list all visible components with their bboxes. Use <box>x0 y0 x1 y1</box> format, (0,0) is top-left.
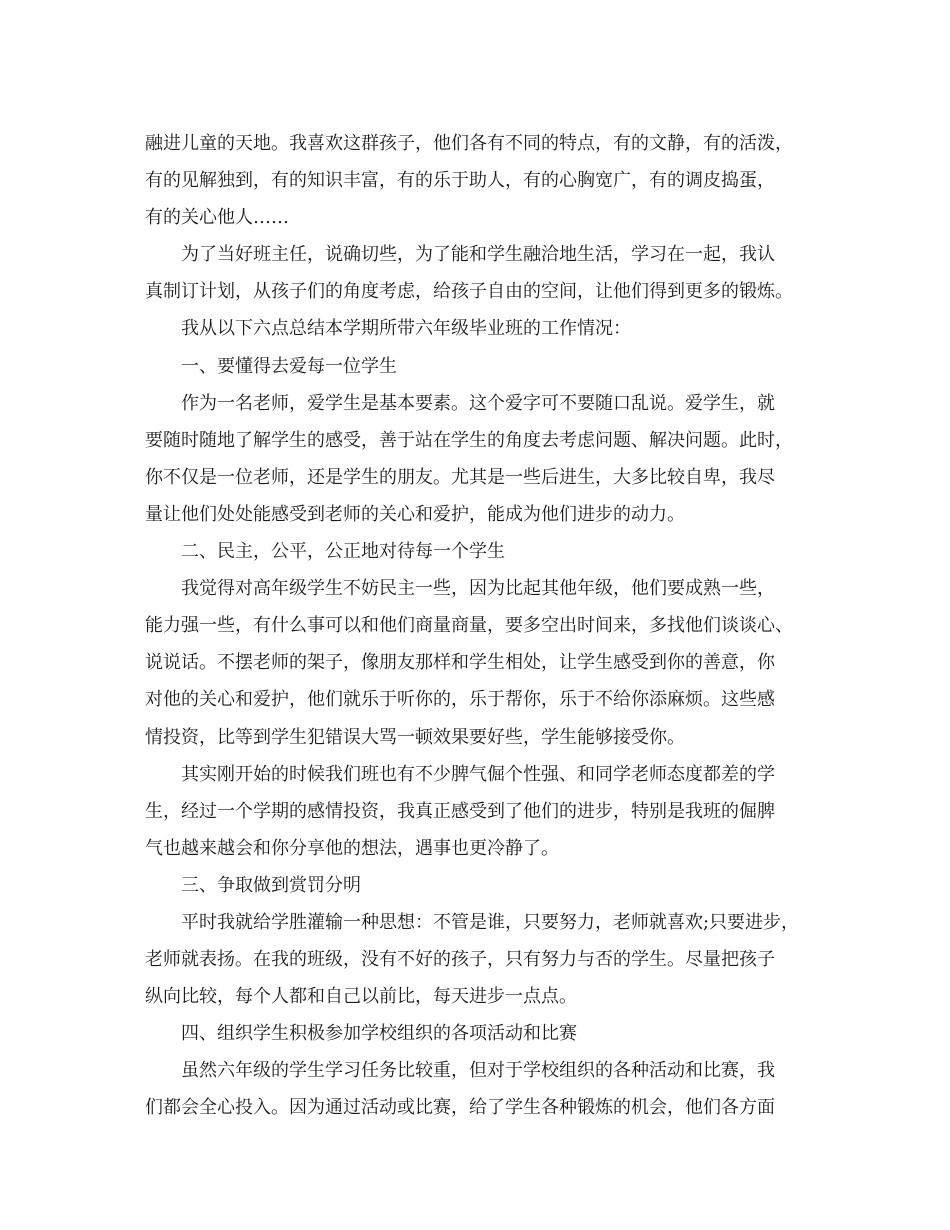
section-heading: 四、组织学生积极参加学校组织的各项活动和比赛 <box>181 1023 577 1045</box>
section-heading: 一、要懂得去爱每一位学生 <box>181 355 397 377</box>
section-heading: 二、民主，公平，公正地对待每一个学生 <box>181 541 505 563</box>
text-line: 老师就表扬。在我的班级，没有不好的孩子，只有努力与否的学生。尽量把孩子 <box>145 949 775 971</box>
text-line: 要随时随地了解学生的感受，善于站在学生的角度去考虑问题、解决问题。此时， <box>145 429 793 451</box>
text-line: 情投资，比等到学生犯错误大骂一顿效果要好些，学生能够接受你。 <box>145 726 685 748</box>
text-line: 对他的关心和爱护，他们就乐于听你的，乐于帮你，乐于不给你添麻烦。这些感 <box>145 689 775 711</box>
paragraph-start-line: 我觉得对高年级学生不妨民主一些，因为比起其他年级，他们要成熟一些， <box>181 578 775 600</box>
paragraph-start-line: 作为一名老师，爱学生是基本要素。这个爱字可不要随口乱说。爱学生，就 <box>181 392 775 414</box>
paragraph-start-line: 为了当好班主任，说确切些，为了能和学生融洽地生活，学习在一起，我认 <box>181 244 775 266</box>
text-line: 们都会全心投入。因为通过活动或比赛，给了学生各种锻炼的机会，他们各方面 <box>145 1097 775 1119</box>
paragraph-start-line: 其实刚开始的时候我们班也有不少脾气倔个性强、和同学老师态度都差的学 <box>181 763 775 785</box>
text-line: 纵向比较，每个人都和自己以前比，每天进步一点点。 <box>145 986 577 1008</box>
text-line: 说说话。不摆老师的架子，像朋友那样和学生相处，让学生感受到你的善意，你 <box>145 652 775 674</box>
text-line: 气也越来越会和你分享他的想法，遇事也更冷静了。 <box>145 837 559 859</box>
text-line: 融进儿童的天地。我喜欢这群孩子，他们各有不同的特点，有的文静，有的活泼， <box>145 133 793 154</box>
body-text <box>145 125 805 1127</box>
text-line: 有的见解独到，有的知识丰富，有的乐于助人，有的心胸宽广，有的调皮捣蛋， <box>145 170 775 192</box>
paragraph-start-line: 平时我就给学胜灌输一种思想：不管是谁，只要努力，老师就喜欢;只要进步， <box>181 911 800 933</box>
text-line: 生，经过一个学期的感情投资，我真正感受到了他们的进步，特别是我班的倔脾 <box>145 800 775 822</box>
paragraph-start-line: 我从以下六点总结本学期所带六年级毕业班的工作情况： <box>181 318 631 340</box>
text-line: 有的关心他人…… <box>145 207 289 229</box>
text-line: 量让他们处处能感受到老师的关心和爱护，能成为他们进步的动力。 <box>145 503 685 525</box>
text-line: 你不仅是一位老师，还是学生的朋友。尤其是一些后进生，大多比较自卑，我尽 <box>145 466 775 488</box>
paragraph-start-line: 虽然六年级的学生学习任务比较重，但对于学校组织的各种活动和比赛，我 <box>181 1060 775 1082</box>
text-line: 能力强一些，有什么事可以和他们商量商量，要多空出时间来，多找他们谈谈心、 <box>145 615 793 637</box>
text-line: 真制订计划，从孩子们的角度考虑，给孩子自由的空间，让他们得到更多的锻炼。 <box>145 281 793 303</box>
section-heading: 三、争取做到赏罚分明 <box>181 874 361 896</box>
